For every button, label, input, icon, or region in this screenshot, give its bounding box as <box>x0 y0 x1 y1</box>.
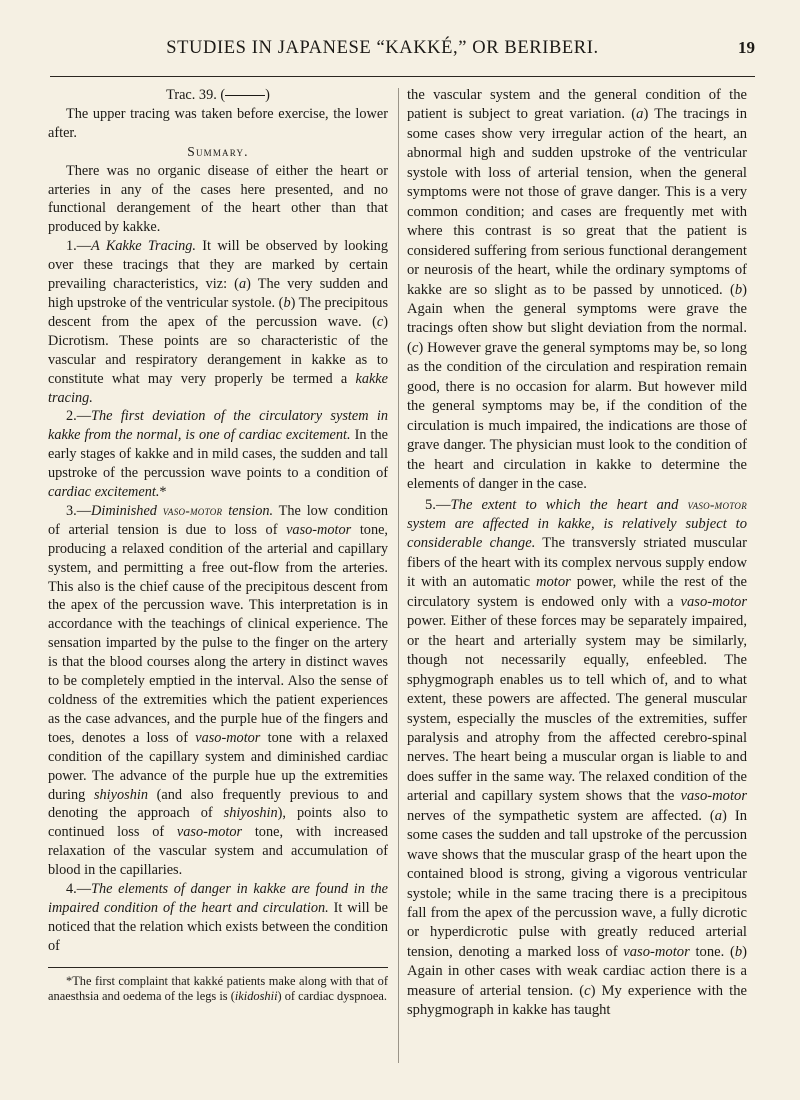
point-4-paragraph: 4.—The elements of danger in kakke are found in the impaired condition of the heart and circulation. It will be noticed that the relation which exists between the condition of <box>48 881 388 954</box>
left-column <box>48 86 388 1005</box>
legend-line <box>225 95 265 96</box>
point-1-paragraph: 1.—A Kakke Tracing. It will be observed by looking over these tracings that they are marked by certain prevailing characteristics, viz: (a) The very sudden and high upstroke of the ventricular systole. (b) The precipitous descent from the apex of the percussion wave. (c) Dicrotism. These points are so characteristic of the vascular and respiratory derangement in kakke as to constitute what may very properly be termed a kakke tracing. <box>48 238 389 406</box>
footnote-rule <box>48 967 388 968</box>
point-2-paragraph: 2.—The first deviation of the circulatory system in kakke from the normal, is one of cardiac excitement. In the early stages of kakke and in mild cases, the sudden and tall upstroke of the percussion wave points to a condition of cardiac excitement.* <box>48 408 388 501</box>
column-divider <box>398 88 399 1063</box>
tracing-note: The upper tracing was taken before exercise, the lower after. <box>48 105 388 141</box>
running-title: STUDIES IN JAPANESE “KAKKÉ,” OR BERIBERI. <box>166 38 599 58</box>
point-3-title: Diminished vaso-motor tension. <box>91 502 274 519</box>
tracing-caption: Trac. 39. ( ) <box>166 87 270 103</box>
tracing-number: Trac. 39. <box>166 87 217 103</box>
continued-paragraph: the vascular system and the general condition of the patient is subject to great variation. (a) The tracings in some cases show very irregular action of the heart, an abnormal high and sudden upstroke of the ventricular systole with loss of arterial tension, when the general symptoms were not those of grave danger. This is a very common condition; and cases are frequently met with where this contrast is so great that the patient is considered suffering from serious functional derangement or neurosis of the heart, while the ordinary symptoms of kakke are so slight as to be passed by unnoticed. (b) Again when the general symptoms were grave the tracings often show but slight deviation from the normal. (c) However grave the general symptoms may be, so long as the condition of the circulation and respiration remain good, there is no occasion for alarm. But however mild the general symptoms may be, if the condition of the circulation is much impaired, the indications are those of grave danger. The physician must look to the condition of the heart and circulation in kakke to determine the elements of danger in the case. <box>407 87 747 493</box>
point-1-title: A Kakke Tracing. <box>91 238 196 255</box>
footnote: *The first complaint that kakké patients make along with that of anaesthsia and oedema of the legs is (ikidoshii) of cardiac dyspnoea. <box>48 973 388 1004</box>
summary-heading: Summary. <box>187 143 249 159</box>
page-number: 19 <box>738 38 755 57</box>
point-3-paragraph: 3.—Diminished vaso-motor tension. The low condition of arterial tension is due to loss of vaso-motor tone, producing a relaxed condition of the arterial and capillary system, and permitting a free out-flow from the arteries. This also is the chief cause of the precipitous descent from the apex of the percussion wave. This interpretation is in accordance with the teachings of clinical experience. The sensation imparted by the pulse to the finger on the artery is that the blood courses along the artery in distinct waves to be completely emptied in the interval. Also the sense of coldness of the extremities which the patient experiences as the case advances, and the purple hue of the fingers and toes, denotes a loss of vaso-motor tone with a relaxed condition of the capillary system and diminished cardiac power. The advance of the purple hue up the extremities during shiyoshin (and also frequently previous to and denoting the approach of shiyoshin), points also to continued loss of vaso-motor tone, with increased relaxation of the vascular system and accumulation of blood in the capillaries. <box>48 502 389 879</box>
running-head <box>50 36 755 77</box>
summary-paragraph: There was no organic disease of either the heart or arteries in any of the cases here presented, and no functional derangement of the heart other than that produced by kakke. <box>48 162 388 236</box>
footnote-reference: * <box>159 484 167 501</box>
point-5-paragraph: 5.—The extent to which the heart and vaso-motor system are affected in kakke, is relatively subject to considerable change. The transversly striated muscular fibers of the heart with its complex nervous supply endow it with an automatic motor power, while the rest of the circulatory system is endowed only with a vaso-motor power. Either of these forces may be separately impaired, or the heart and arterially system may be similarly, though not necessarily equally, enfeebled. The sphygmograph enables us to tell which of, and to what extent, these powers are affected. The general muscular system, especially the muscles of the extremities, suffer paralysis and atrophy from the affected cerebro-spinal nerves. The heart being a muscular organ is liable to and does suffer in the same way. The relaxed condition of the arterial and capillary system shows that the vaso-motor nerves of the sympathetic system are affected. (a) In some cases the sudden and tall upstroke of the percussion wave shows that the muscular grasp of the heart upon the contained blood is strong, giving a vigorous ventricular systole; while in the same tracing there is a precipitous fall from the apex of the percussion wave, a fully dicrotic or hyperdicrotic pulse with greatly reduced arterial tension, denoting a marked loss of vaso-motor tone. (b) Again in other cases with weak cardiac action there is a measure of arterial tension. (c) My experience with the sphygmograph in kakke has taught <box>407 496 748 1019</box>
point-2-title: The first deviation of the circulatory system in kakke from the normal, is one of cardiac excitement. <box>48 408 388 444</box>
point-4-title: The elements of danger in kakke are found in the impaired condition of the heart and circulation. <box>48 881 388 916</box>
right-column <box>407 86 747 1021</box>
point-5-title: The extent to which the heart and vaso-motor system are affected in kakke, is relatively subject to considerable change. <box>407 496 747 552</box>
